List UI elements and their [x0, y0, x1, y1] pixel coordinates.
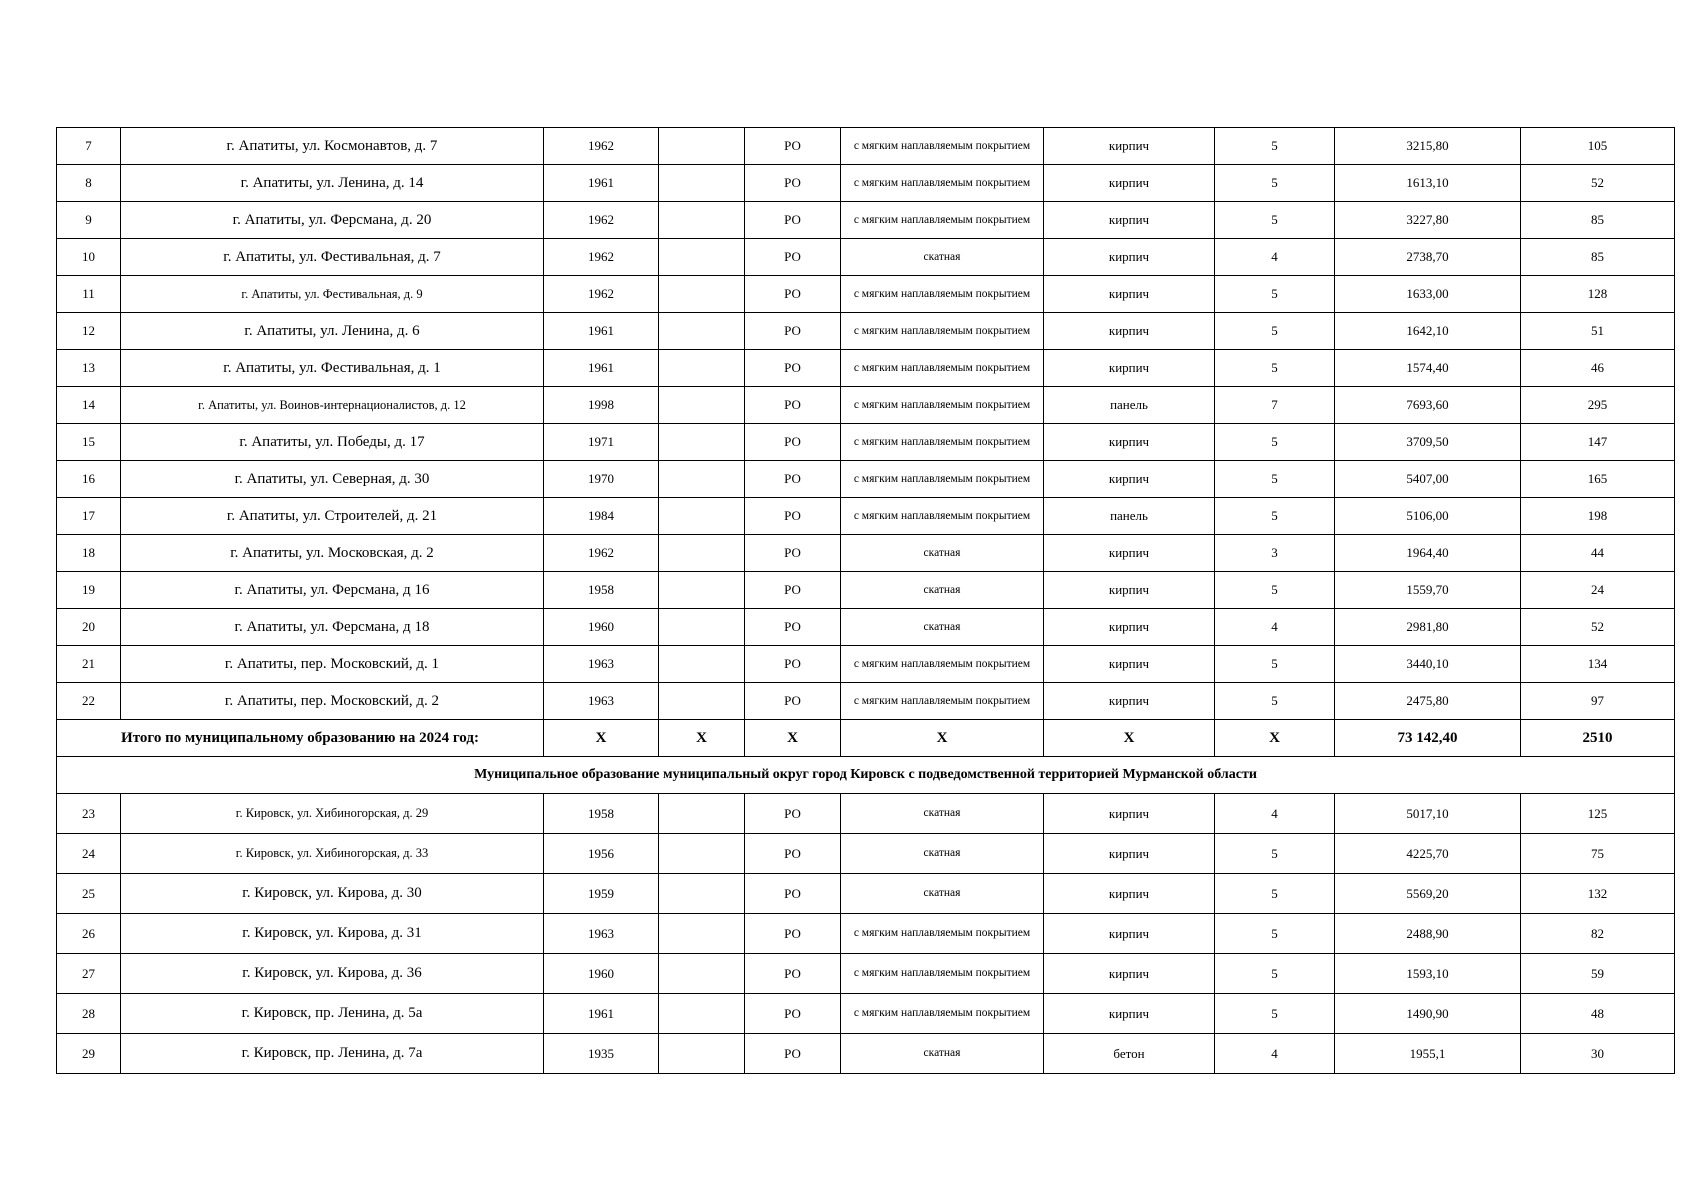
program-cell: РО	[745, 609, 841, 646]
area-cell: 2488,90	[1335, 914, 1521, 954]
roof-type-cell: с мягким наплавляемым покрытием	[841, 424, 1044, 461]
table-row	[57, 535, 1675, 572]
roof-type-cell: с мягким наплавляемым покрытием	[841, 994, 1044, 1034]
residents-cell: 24	[1521, 572, 1675, 609]
residents-cell: 165	[1521, 461, 1675, 498]
table-row	[57, 424, 1675, 461]
wall-material-cell: кирпич	[1044, 914, 1215, 954]
section-title: Муниципальное образование муниципальный округ город Кировск с подведомственной территорией Мурманской области	[57, 757, 1675, 794]
wall-material-cell: кирпич	[1044, 572, 1215, 609]
residents-cell: 51	[1521, 313, 1675, 350]
address-cell: г. Кировск, пр. Ленина, д. 7а	[121, 1034, 544, 1074]
total-area: 73 142,40	[1335, 720, 1521, 757]
address-cell: г. Апатиты, пер. Московский, д. 2	[121, 683, 544, 720]
address-cell: г. Апатиты, ул. Ферсмана, д. 20	[121, 202, 544, 239]
address-cell: г. Апатиты, ул. Фестивальная, д. 1	[121, 350, 544, 387]
roof-type-cell: с мягким наплавляемым покрытием	[841, 276, 1044, 313]
address-cell: г. Кировск, ул. Хибиногорская, д. 33	[121, 834, 544, 874]
empty-cell	[659, 276, 745, 313]
table-row	[57, 914, 1675, 954]
residents-cell: 295	[1521, 387, 1675, 424]
year-cell: 1960	[544, 609, 659, 646]
year-cell: 1963	[544, 646, 659, 683]
program-cell: РО	[745, 128, 841, 165]
empty-cell	[659, 914, 745, 954]
year-cell: 1956	[544, 834, 659, 874]
year-cell: 1961	[544, 350, 659, 387]
table-row	[57, 313, 1675, 350]
row-number: 22	[57, 683, 121, 720]
wall-material-cell: кирпич	[1044, 461, 1215, 498]
floors-cell: 5	[1215, 683, 1335, 720]
program-cell: РО	[745, 202, 841, 239]
wall-material-cell: кирпич	[1044, 646, 1215, 683]
empty-cell	[659, 683, 745, 720]
residents-cell: 105	[1521, 128, 1675, 165]
total-x-col4: Х	[659, 720, 745, 757]
wall-material-cell: кирпич	[1044, 350, 1215, 387]
residents-cell: 82	[1521, 914, 1675, 954]
table-row	[57, 683, 1675, 720]
program-cell: РО	[745, 498, 841, 535]
residents-cell: 59	[1521, 954, 1675, 994]
table-row	[57, 994, 1675, 1034]
wall-material-cell: кирпич	[1044, 128, 1215, 165]
area-cell: 1964,40	[1335, 535, 1521, 572]
table-row	[57, 572, 1675, 609]
program-cell: РО	[745, 834, 841, 874]
empty-cell	[659, 954, 745, 994]
floors-cell: 5	[1215, 424, 1335, 461]
wall-material-cell: кирпич	[1044, 276, 1215, 313]
empty-cell	[659, 834, 745, 874]
year-cell: 1963	[544, 683, 659, 720]
empty-cell	[659, 387, 745, 424]
floors-cell: 5	[1215, 834, 1335, 874]
year-cell: 1971	[544, 424, 659, 461]
floors-cell: 5	[1215, 128, 1335, 165]
wall-material-cell: кирпич	[1044, 874, 1215, 914]
row-number: 19	[57, 572, 121, 609]
floors-cell: 4	[1215, 1034, 1335, 1074]
area-cell: 1593,10	[1335, 954, 1521, 994]
table-row	[57, 128, 1675, 165]
year-cell: 1984	[544, 498, 659, 535]
row-number: 13	[57, 350, 121, 387]
row-number: 27	[57, 954, 121, 994]
roof-type-cell: скатная	[841, 794, 1044, 834]
floors-cell: 7	[1215, 387, 1335, 424]
address-cell: г. Апатиты, пер. Московский, д. 1	[121, 646, 544, 683]
total-x-program: Х	[745, 720, 841, 757]
floors-cell: 5	[1215, 498, 1335, 535]
apatity-rows	[57, 128, 1675, 720]
residents-cell: 85	[1521, 202, 1675, 239]
roof-type-cell: с мягким наплавляемым покрытием	[841, 165, 1044, 202]
floors-cell: 4	[1215, 609, 1335, 646]
program-cell: РО	[745, 350, 841, 387]
address-cell: г. Апатиты, ул. Московская, д. 2	[121, 535, 544, 572]
address-cell: г. Кировск, ул. Кирова, д. 31	[121, 914, 544, 954]
year-cell: 1961	[544, 994, 659, 1034]
residents-cell: 30	[1521, 1034, 1675, 1074]
wall-material-cell: кирпич	[1044, 834, 1215, 874]
area-cell: 5569,20	[1335, 874, 1521, 914]
floors-cell: 4	[1215, 239, 1335, 276]
year-cell: 1962	[544, 535, 659, 572]
roof-type-cell: скатная	[841, 609, 1044, 646]
floors-cell: 5	[1215, 954, 1335, 994]
total-x-year: Х	[544, 720, 659, 757]
floors-cell: 5	[1215, 165, 1335, 202]
row-number: 9	[57, 202, 121, 239]
roof-type-cell: скатная	[841, 1034, 1044, 1074]
roof-type-cell: с мягким наплавляемым покрытием	[841, 683, 1044, 720]
table-row	[57, 498, 1675, 535]
area-cell: 3709,50	[1335, 424, 1521, 461]
residents-cell: 97	[1521, 683, 1675, 720]
total-row	[57, 720, 1675, 757]
roof-type-cell: с мягким наплавляемым покрытием	[841, 313, 1044, 350]
residents-cell: 46	[1521, 350, 1675, 387]
residents-cell: 147	[1521, 424, 1675, 461]
address-cell: г. Апатиты, ул. Космонавтов, д. 7	[121, 128, 544, 165]
area-cell: 5407,00	[1335, 461, 1521, 498]
roof-type-cell: с мягким наплавляемым покрытием	[841, 202, 1044, 239]
roof-type-cell: с мягким наплавляемым покрытием	[841, 461, 1044, 498]
year-cell: 1958	[544, 572, 659, 609]
roof-type-cell: скатная	[841, 874, 1044, 914]
total-label: Итого по муниципальному образованию на 2024 год:	[57, 720, 544, 757]
year-cell: 1963	[544, 914, 659, 954]
empty-cell	[659, 794, 745, 834]
residents-cell: 85	[1521, 239, 1675, 276]
floors-cell: 5	[1215, 572, 1335, 609]
wall-material-cell: кирпич	[1044, 954, 1215, 994]
total-x-roof: Х	[841, 720, 1044, 757]
year-cell: 1962	[544, 202, 659, 239]
row-number: 11	[57, 276, 121, 313]
area-cell: 3440,10	[1335, 646, 1521, 683]
area-cell: 1574,40	[1335, 350, 1521, 387]
empty-cell	[659, 424, 745, 461]
row-number: 26	[57, 914, 121, 954]
row-number: 16	[57, 461, 121, 498]
address-cell: г. Апатиты, ул. Победы, д. 17	[121, 424, 544, 461]
roof-type-cell: с мягким наплавляемым покрытием	[841, 128, 1044, 165]
year-cell: 1998	[544, 387, 659, 424]
table-row	[57, 387, 1675, 424]
floors-cell: 5	[1215, 313, 1335, 350]
program-cell: РО	[745, 239, 841, 276]
row-number: 24	[57, 834, 121, 874]
program-cell: РО	[745, 683, 841, 720]
area-cell: 1613,10	[1335, 165, 1521, 202]
floors-cell: 5	[1215, 646, 1335, 683]
floors-cell: 4	[1215, 794, 1335, 834]
table-row	[57, 609, 1675, 646]
area-cell: 4225,70	[1335, 834, 1521, 874]
address-cell: г. Кировск, ул. Хибиногорская, д. 29	[121, 794, 544, 834]
program-cell: РО	[745, 914, 841, 954]
program-cell: РО	[745, 1034, 841, 1074]
total-x-floors: Х	[1215, 720, 1335, 757]
program-cell: РО	[745, 794, 841, 834]
kirovsk-rows	[57, 794, 1675, 1074]
area-cell: 2981,80	[1335, 609, 1521, 646]
year-cell: 1959	[544, 874, 659, 914]
table-row	[57, 954, 1675, 994]
total-x-material: Х	[1044, 720, 1215, 757]
wall-material-cell: кирпич	[1044, 239, 1215, 276]
program-cell: РО	[745, 165, 841, 202]
area-cell: 5106,00	[1335, 498, 1521, 535]
area-cell: 1955,1	[1335, 1034, 1521, 1074]
wall-material-cell: кирпич	[1044, 609, 1215, 646]
year-cell: 1961	[544, 165, 659, 202]
year-cell: 1960	[544, 954, 659, 994]
residents-cell: 128	[1521, 276, 1675, 313]
wall-material-cell: кирпич	[1044, 994, 1215, 1034]
floors-cell: 5	[1215, 202, 1335, 239]
wall-material-cell: кирпич	[1044, 535, 1215, 572]
floors-cell: 5	[1215, 994, 1335, 1034]
section-row	[57, 757, 1675, 794]
empty-cell	[659, 350, 745, 387]
area-cell: 2738,70	[1335, 239, 1521, 276]
year-cell: 1961	[544, 313, 659, 350]
floors-cell: 5	[1215, 874, 1335, 914]
wall-material-cell: кирпич	[1044, 794, 1215, 834]
table-row	[57, 202, 1675, 239]
empty-cell	[659, 239, 745, 276]
program-cell: РО	[745, 954, 841, 994]
roof-type-cell: с мягким наплавляемым покрытием	[841, 954, 1044, 994]
roof-type-cell: с мягким наплавляемым покрытием	[841, 498, 1044, 535]
wall-material-cell: панель	[1044, 387, 1215, 424]
address-cell: г. Апатиты, ул. Северная, д. 30	[121, 461, 544, 498]
roof-type-cell: с мягким наплавляемым покрытием	[841, 914, 1044, 954]
area-cell: 5017,10	[1335, 794, 1521, 834]
address-cell: г. Кировск, пр. Ленина, д. 5а	[121, 994, 544, 1034]
program-cell: РО	[745, 874, 841, 914]
wall-material-cell: бетон	[1044, 1034, 1215, 1074]
total-residents: 2510	[1521, 720, 1675, 757]
floors-cell: 5	[1215, 461, 1335, 498]
year-cell: 1962	[544, 239, 659, 276]
roof-type-cell: скатная	[841, 834, 1044, 874]
row-number: 20	[57, 609, 121, 646]
empty-cell	[659, 202, 745, 239]
empty-cell	[659, 572, 745, 609]
table-row	[57, 646, 1675, 683]
roof-type-cell: с мягким наплавляемым покрытием	[841, 350, 1044, 387]
program-cell: РО	[745, 387, 841, 424]
empty-cell	[659, 874, 745, 914]
program-cell: РО	[745, 276, 841, 313]
row-number: 14	[57, 387, 121, 424]
row-number: 10	[57, 239, 121, 276]
wall-material-cell: кирпич	[1044, 424, 1215, 461]
address-cell: г. Апатиты, ул. Воинов-интернационалистов, д. 12	[121, 387, 544, 424]
row-number: 21	[57, 646, 121, 683]
roof-type-cell: с мягким наплавляемым покрытием	[841, 646, 1044, 683]
table-row	[57, 1034, 1675, 1074]
area-cell: 1633,00	[1335, 276, 1521, 313]
wall-material-cell: кирпич	[1044, 202, 1215, 239]
residents-cell: 125	[1521, 794, 1675, 834]
floors-cell: 3	[1215, 535, 1335, 572]
roof-type-cell: скатная	[841, 239, 1044, 276]
table-row	[57, 239, 1675, 276]
area-cell: 1642,10	[1335, 313, 1521, 350]
address-cell: г. Апатиты, ул. Ферсмана, д 18	[121, 609, 544, 646]
year-cell: 1935	[544, 1034, 659, 1074]
row-number: 23	[57, 794, 121, 834]
empty-cell	[659, 1034, 745, 1074]
year-cell: 1962	[544, 128, 659, 165]
residents-cell: 198	[1521, 498, 1675, 535]
table-row	[57, 350, 1675, 387]
area-cell: 7693,60	[1335, 387, 1521, 424]
area-cell: 2475,80	[1335, 683, 1521, 720]
row-number: 18	[57, 535, 121, 572]
program-cell: РО	[745, 313, 841, 350]
row-number: 25	[57, 874, 121, 914]
address-cell: г. Кировск, ул. Кирова, д. 30	[121, 874, 544, 914]
program-cell: РО	[745, 461, 841, 498]
floors-cell: 5	[1215, 350, 1335, 387]
program-cell: РО	[745, 994, 841, 1034]
program-cell: РО	[745, 646, 841, 683]
row-number: 8	[57, 165, 121, 202]
row-number: 29	[57, 1034, 121, 1074]
address-cell: г. Апатиты, ул. Фестивальная, д. 7	[121, 239, 544, 276]
address-cell: г. Кировск, ул. Кирова, д. 36	[121, 954, 544, 994]
housing-register-table	[56, 127, 1675, 1074]
empty-cell	[659, 461, 745, 498]
row-number: 7	[57, 128, 121, 165]
address-cell: г. Апатиты, ул. Ленина, д. 6	[121, 313, 544, 350]
residents-cell: 48	[1521, 994, 1675, 1034]
residents-cell: 134	[1521, 646, 1675, 683]
floors-cell: 5	[1215, 914, 1335, 954]
empty-cell	[659, 165, 745, 202]
table-row	[57, 165, 1675, 202]
residents-cell: 75	[1521, 834, 1675, 874]
roof-type-cell: скатная	[841, 535, 1044, 572]
empty-cell	[659, 313, 745, 350]
address-cell: г. Апатиты, ул. Ферсмана, д 16	[121, 572, 544, 609]
program-cell: РО	[745, 572, 841, 609]
area-cell: 3215,80	[1335, 128, 1521, 165]
empty-cell	[659, 609, 745, 646]
floors-cell: 5	[1215, 276, 1335, 313]
row-number: 15	[57, 424, 121, 461]
area-cell: 1490,90	[1335, 994, 1521, 1034]
program-cell: РО	[745, 535, 841, 572]
row-number: 12	[57, 313, 121, 350]
wall-material-cell: кирпич	[1044, 313, 1215, 350]
row-number: 17	[57, 498, 121, 535]
area-cell: 3227,80	[1335, 202, 1521, 239]
address-cell: г. Апатиты, ул. Фестивальная, д. 9	[121, 276, 544, 313]
roof-type-cell: скатная	[841, 572, 1044, 609]
empty-cell	[659, 128, 745, 165]
wall-material-cell: кирпич	[1044, 165, 1215, 202]
year-cell: 1962	[544, 276, 659, 313]
wall-material-cell: кирпич	[1044, 683, 1215, 720]
address-cell: г. Апатиты, ул. Строителей, д. 21	[121, 498, 544, 535]
row-number: 28	[57, 994, 121, 1034]
year-cell: 1970	[544, 461, 659, 498]
table-row	[57, 276, 1675, 313]
roof-type-cell: с мягким наплавляемым покрытием	[841, 387, 1044, 424]
residents-cell: 132	[1521, 874, 1675, 914]
empty-cell	[659, 994, 745, 1034]
table-row	[57, 794, 1675, 834]
empty-cell	[659, 535, 745, 572]
total-block	[57, 720, 1675, 794]
table-row	[57, 461, 1675, 498]
residents-cell: 52	[1521, 609, 1675, 646]
wall-material-cell: панель	[1044, 498, 1215, 535]
residents-cell: 52	[1521, 165, 1675, 202]
address-cell: г. Апатиты, ул. Ленина, д. 14	[121, 165, 544, 202]
area-cell: 1559,70	[1335, 572, 1521, 609]
empty-cell	[659, 646, 745, 683]
program-cell: РО	[745, 424, 841, 461]
table-row	[57, 874, 1675, 914]
residents-cell: 44	[1521, 535, 1675, 572]
empty-cell	[659, 498, 745, 535]
table-row	[57, 834, 1675, 874]
year-cell: 1958	[544, 794, 659, 834]
